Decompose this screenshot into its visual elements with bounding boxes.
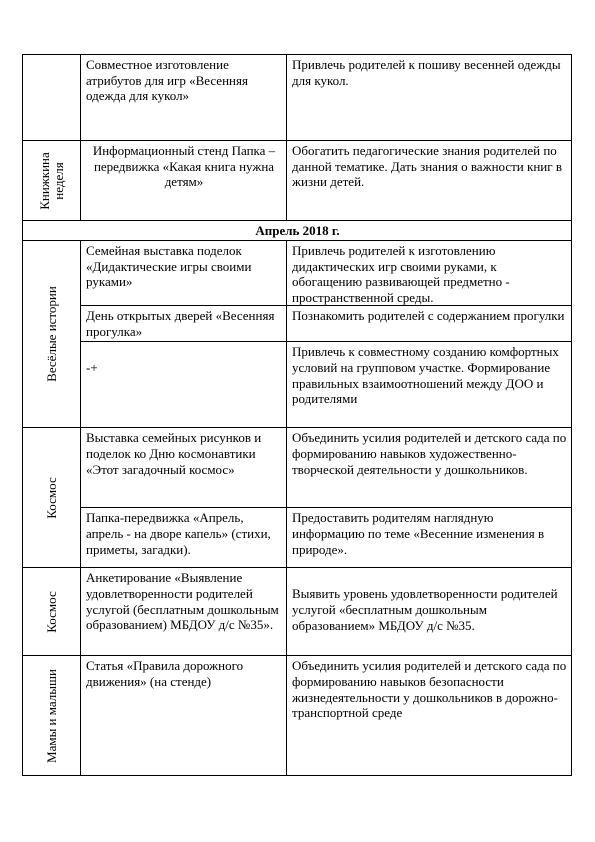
table-row [23,342,572,428]
event-cell: Папка-передвижка «Апрель, апрель - на дворе капель» (стихи, приметы, загадки). [81,508,287,568]
goal-cell: Выявить уровень удовлетворенности родителей услугой «бесплатным дошкольным образованием» МБДОУ д/с №35. [287,568,572,656]
event-cell: -+ [81,342,287,428]
theme-cell [23,141,81,221]
event-cell: Выставка семейных рисунков и поделок ко Дню космонавтики «Этот загадочный космос» [81,428,287,508]
table-row [23,428,572,508]
theme-label: Весёлые истории [43,286,59,383]
goal-cell: Объединить усилия родителей и детского сада по формированию навыков безопасности жизнедеятельности у дошкольников в дорожно-транспортной среде [287,656,572,776]
goal-cell: Привлечь к совместному созданию комфортных условий на групповом участке. Формирование правильных взаимоотношений между ДОО и родителями [287,342,572,428]
month-heading: Апрель 2018 г. [23,221,572,241]
theme-cell [23,241,81,428]
theme-label-line: неделя [50,161,66,200]
table-row [23,306,572,342]
table-row [23,656,572,776]
theme-cell [23,55,81,141]
table-row [23,55,572,141]
theme-label: Космос [43,477,59,519]
event-cell: Совместное изготовление атрибутов для игр «Весенняя одежда для кукол» [81,55,287,141]
event-cell: Информационный стенд Папка – передвижка «Какая книга нужна детям» [81,141,287,221]
table-row [23,568,572,656]
goal-cell: Предоставить родителям наглядную информацию по теме «Весенние изменения в природе». [287,508,572,568]
event-cell: День открытых дверей «Весенняя прогулка» [81,306,287,342]
event-cell: Анкетирование «Выявление удовлетворенности родителей услугой (бесплатным дошкольным образованием) МБДОУ д/с №35». [81,568,287,656]
theme-cell [23,656,81,776]
goal-cell: Познакомить родителей с содержанием прогулки [287,306,572,342]
theme-cell [23,428,81,568]
goal-cell: Привлечь родителей к пошиву весенней одежды для кукол. [287,55,572,141]
event-cell: Семейная выставка поделок «Дидактические игры своими руками» [81,241,287,306]
month-row [23,221,572,241]
theme-label: Космос [43,591,59,633]
event-cell: Статья «Правила дорожного движения» (на стенде) [81,656,287,776]
goal-cell: Привлечь родителей к изготовлению дидактических игр своими руками, к обогащению развивающей предметно - пространственной среды. [287,241,572,306]
theme-label-line: Книжкина [36,151,52,210]
table-row [23,508,572,568]
theme-label: Мамы и малыши [43,668,59,763]
parent-work-plan-table [22,54,572,776]
goal-cell: Обогатить педагогические знания родителей по данной тематике. Дать знания о важности книг в жизни детей. [287,141,572,221]
table-row [23,241,572,306]
theme-label [38,152,66,210]
table-row [23,141,572,221]
goal-cell: Объединить усилия родителей и детского сада по формированию навыков художественно-творческой деятельности у дошкольников. [287,428,572,508]
theme-cell [23,568,81,656]
